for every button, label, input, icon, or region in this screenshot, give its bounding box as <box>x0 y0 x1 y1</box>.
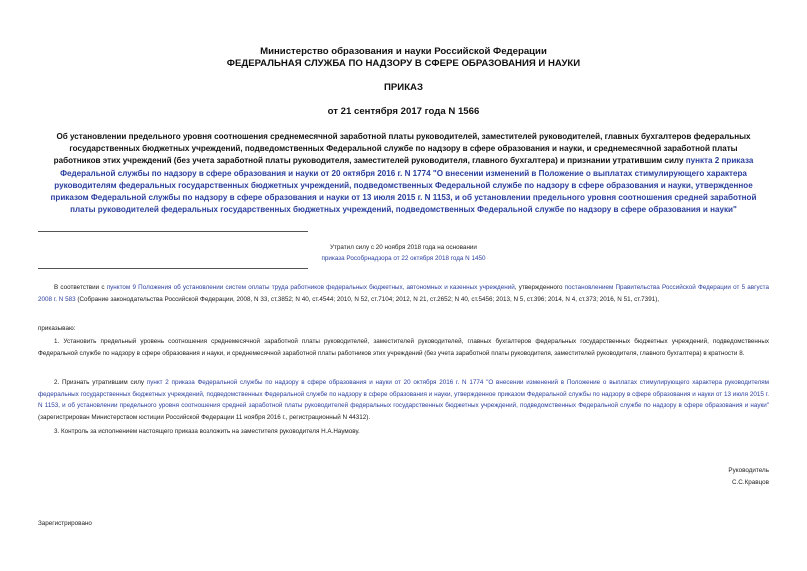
registered-label: Зарегистрировано <box>38 520 92 527</box>
order-item-3: 3. Контроль за исполнением настоящего приказа возложить на заместителя руководителя Н.А.Наумову. <box>54 428 360 435</box>
service-name: ФЕДЕРАЛЬНАЯ СЛУЖБА ПО НАДЗОРУ В СФЕРЕ ОБРАЗОВАНИЯ И НАУКИ <box>226 58 581 69</box>
signature-role: Руководитель <box>728 467 769 474</box>
repeal-order-link[interactable]: приказа Рособрнадзора от 22 октября 2018 года N 1450 <box>321 255 486 262</box>
document-date-number: от 21 сентября 2017 года N 1566 <box>327 106 480 117</box>
divider-bottom <box>38 268 308 269</box>
document-title <box>46 131 761 216</box>
preamble-text-1: В соответствии с <box>54 284 107 291</box>
preamble <box>38 282 769 305</box>
status-link <box>240 253 567 265</box>
preamble-text-2: , утвержденного <box>514 284 565 291</box>
item2-text-2: (зарегистрирован Министерством юстиции Российской Федерации 11 ноября 2016 г., регистрационный N 44312). <box>38 414 371 422</box>
ministry-name: Министерство образования и науки Российской Федерации <box>260 46 547 57</box>
title-link-order-1774[interactable]: пункта 2 приказа Федеральной службы по надзору в сфере образования и науки от 20 октября 2016 г. N 1774 "О внесении изменений в Положение о выплатах стимулирующего характера руководителям федеральных государственных бюджетных учреждений, подведомственных Федеральной службе по надзору в сфере образования и науки, утвержденное приказом Федеральной службы по надзору в сфере образования и науки от 13 июля 2015 г. N 1153, и об установлении предельного уровня соотношения средней заработной платы руководителей федеральных государственных бюджетных учреждений, подведомственных Федеральной службе по надзору в сфере образования и науки" <box>50 156 757 215</box>
preamble-link-resolution-583[interactable]: постановлением Правительства Российской Федерации от 5 августа 2008 г. N 583 <box>38 284 769 303</box>
signature-name: С.С.Кравцов <box>732 479 769 486</box>
document-type: ПРИКАЗ <box>384 82 423 93</box>
title-text: Об установлении предельного уровня соотношения среднемесячной заработной платы руководителей, заместителей руководителей, главных бухгалтеров федеральных государственных бюджетных учреждений, подведомственных Федеральной службе по надзору в сфере образования и науки, и среднемесячной заработной платы работников этих учреждений (без учета заработной платы руководителя, заместителей руководителя, главного бухгалтера) и признании утратившим силу <box>53 132 751 166</box>
item2-link-order-1774[interactable]: пункт 2 приказа Федеральной службы по надзору в сфере образования и науки от 20 октября 2016 г. N 1774 "О внесении изменений в Положение о выплатах стимулирующего характера руководителям федеральных государственных бюджетных учреждений, подведомственных Федеральной службе по надзору в сфере образования и науки, утвержденное приказом Федеральной службы по надзору в сфере образования и науки от 13 июля 2015 г. N 1153, и об установлении предельного уровня соотношения средней заработной платы руководителей федеральных государственных бюджетных учреждений, подведомственных Федеральной службе по надзору в сфере образования и науки" <box>38 379 769 410</box>
preamble-text-3: (Собрание законодательства Российской Федерации, 2008, N 33, ст.3852; N 40, ст.4544; 2010, N 52, ст.7104; 2012, N 21, ст.2652; N 40, ст.5456; 2013, N 5, ст.396; 2014, N 4, ст.373; 2016, N 51, ст.7391), <box>75 295 660 303</box>
status-line: Утратил силу с 20 ноября 2018 года на основании <box>330 244 477 251</box>
orders-label: приказываю: <box>38 325 76 332</box>
item2-text-1: 2. Признать утратившим силу <box>54 379 147 386</box>
order-item-1: 1. Установить предельный уровень соотношения среднемесячной заработной платы руководителей, заместителей руководителей, главных бухгалтеров федеральных государственных бюджетных учреждений, подведомственных Федеральной службе по надзору в сфере образования и науки, и среднемесячной заработной платы работников этих учреждений (без учета заработной платы руководителя, заместителей руководителя, главного бухгалтера) в кратности 8. <box>38 338 769 357</box>
order-item-2 <box>38 377 769 424</box>
preamble-link-point-9[interactable]: пунктом 9 Положения об установлении систем оплаты труда работников федеральных бюджетных, автономных и казенных учреждений <box>106 284 515 291</box>
divider-top <box>38 231 308 232</box>
